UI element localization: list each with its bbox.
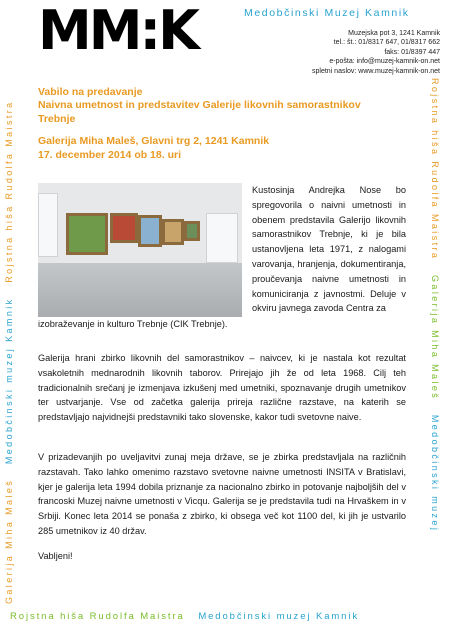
- invitation-line: Vabilo na predavanje: [38, 86, 143, 98]
- collection-paragraph: Galerija hrani zbirko likovnih del samorastnikov – naivcev, ki je nastala kot rezultat vsakoletnih mednarodnih likovnih taborov. Prirejajo jih že od leta 1968. Cilj teh tradicionalnih srečanj je izmenjava izkušenj med umetniki, spoznavanje drugih umetnikov ter ustvarjanje. Vse od začetka galerija prireja različne razstave, na katerih se predstavljajo najvidnejši predstavniki tako slovenske, kakor tudi svetovne naive.: [38, 353, 406, 423]
- contact-address: Muzejska pot 3, 1241 Kamnik: [348, 30, 440, 37]
- contact-block: [220, 29, 440, 76]
- intro-paragraph: Kustosinja Andrejka Nose bo spregovorila o naivni umetnosti in obenem predstavila Galerijo likovnih samorastnikov Trebnje, ki je bila ustanovljena leta 1971, z nalogami varovanja, hranjenja, dokumentiranja, proučevanja naivne umetnosti in komuniciranja z javnostmi. Deluje v okviru javnega zavoda Centra za: [252, 185, 406, 314]
- gallery-photo: [38, 183, 242, 317]
- strip-word: Kamnik: [315, 611, 360, 622]
- lecture-title: Naivna umetnost in predstavitev Galerije likovnih samorastnikov: [38, 99, 361, 112]
- strip-word: muzej: [276, 611, 312, 622]
- side-word: Maleš: [430, 364, 440, 401]
- side-word: Maistra: [430, 214, 440, 261]
- side-word: Galerija: [4, 553, 14, 604]
- bottom-strip: [10, 611, 440, 622]
- intro-paragraph-tail: izobraževanje in kulturo Trebnje (CIK Trebnje).: [38, 319, 228, 329]
- side-word: Medobčinski: [4, 387, 14, 465]
- contact-phone: tel.: št.: 01/8317 647, 01/8317 662: [333, 39, 440, 47]
- side-word: Miha: [4, 519, 14, 549]
- side-word: Maistra: [4, 100, 14, 147]
- strip-word: Rojstna: [10, 611, 56, 622]
- museum-title: [244, 7, 444, 19]
- event-datetime: 17. december 2014 ob 18. uri: [38, 148, 181, 161]
- contact-website[interactable]: spletni naslov: www.muzej-kamnik-on.net: [312, 67, 440, 75]
- side-word: Rojstna: [430, 78, 440, 126]
- lecture-title-cont: Trebnje: [38, 112, 76, 125]
- left-side-label: [4, 100, 14, 604]
- side-word: Rojstna: [4, 235, 14, 283]
- strip-word: Medobčinski: [198, 611, 273, 622]
- side-word: hiša: [4, 204, 14, 231]
- closing-line: Vabljeni!: [38, 551, 73, 561]
- invitation-headline: [38, 86, 428, 162]
- side-word: Medobčinski: [430, 414, 440, 492]
- side-word: hiša: [430, 130, 440, 157]
- strip-word: hiša: [60, 611, 86, 622]
- strip-word: Maistra: [140, 611, 185, 622]
- venue: Galerija Miha Maleš, Glavni trg 2, 1241 Kamnik: [38, 135, 270, 148]
- side-word: muzej: [430, 496, 440, 533]
- museum-logo: MM:K: [38, 0, 197, 62]
- museum-title-word: Kamnik: [365, 7, 410, 19]
- contact-fax: faks: 01/8397 447: [384, 48, 440, 56]
- side-word: Galerija: [430, 275, 440, 326]
- side-word: Rudolfa: [430, 161, 440, 210]
- exhibitions-paragraph: V prizadevanjih po uveljavitvi zunaj meja države, se je zbirka predstavljala na različnih razstavah. Tako lahko omenimo razstavo svetovne naivne umetnosti INSITA v Bratislavi, kjer je galerija leta 1994 dobila priznanje za nacionalno zbirko in potovanje najboljših del v francoski Muzej naivne umetnosti v Vicqu. Galerija se je predstavila tudi na Hrvaškem in v Srbiji. Konec leta 2014 se ponaša z zbirko, ki obsega več kot 1100 del, ki jih je ustvarilo 285 umetnikov iz 40 držav.: [38, 452, 406, 536]
- museum-title-word: Muzej: [324, 7, 361, 19]
- right-side-label: [430, 78, 440, 532]
- side-word: Rudolfa: [4, 151, 14, 200]
- side-word: Miha: [430, 330, 440, 360]
- museum-title-word: Medobčinski: [244, 7, 320, 19]
- side-word: muzej: [4, 346, 14, 383]
- side-word: Kamnik: [4, 297, 14, 342]
- strip-word: Rudolfa: [89, 611, 136, 622]
- side-word: Maleš: [4, 478, 14, 515]
- contact-email[interactable]: e-pošta: info@muzej-kamnik-on.net: [329, 58, 440, 66]
